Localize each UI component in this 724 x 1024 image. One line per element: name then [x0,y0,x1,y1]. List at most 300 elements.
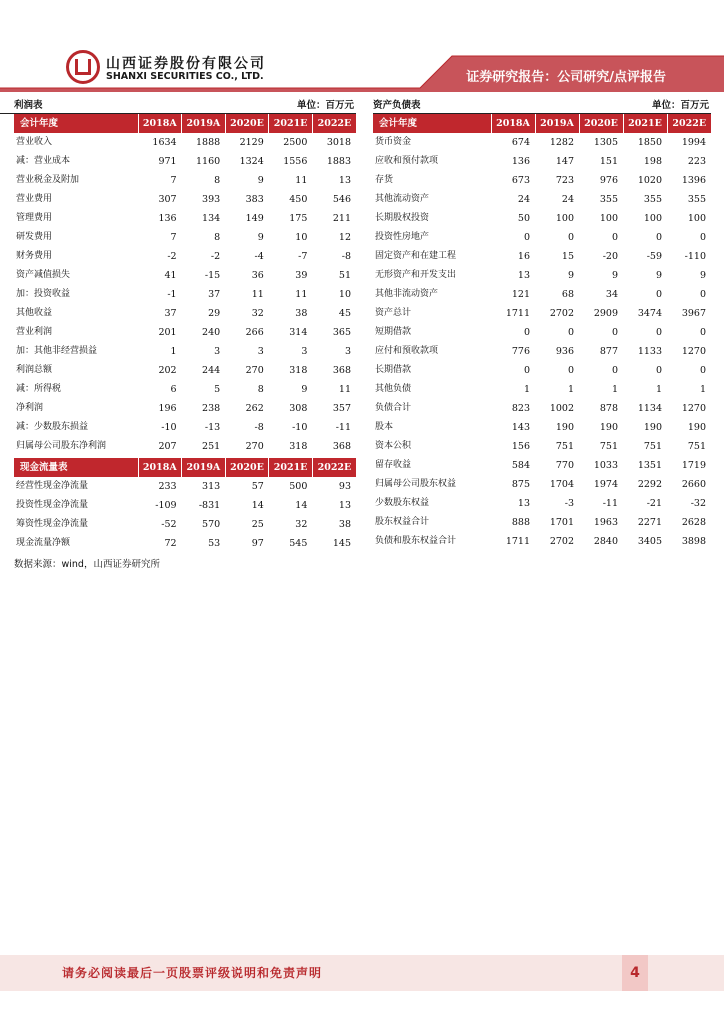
cashflow-table-body [14,477,356,553]
cell-value: 175 [289,213,308,224]
cell-value: 1 [699,384,706,395]
balance-row [373,380,711,399]
cell-value: -32 [690,498,706,509]
cell-value: 145 [332,538,351,549]
cell-value: 93 [338,481,351,492]
cell-value: -13 [204,422,221,433]
row-label: 短期借款 [375,327,412,337]
year-header: 2022E [312,114,356,133]
cell-value: 2702 [549,308,574,319]
cell-value: 51 [338,270,351,281]
cell-value: 3 [301,346,308,357]
cell-value: 11 [295,289,308,300]
cell-value: 270 [245,365,264,376]
cell-value: 450 [289,194,308,205]
cell-value: 244 [202,365,221,376]
year-header: 2021E [623,114,667,133]
year-header: 2021E [269,457,313,477]
report-type-tag: 证券研究报告：公司研究/点评报告 [466,70,666,85]
year-header: 2020E [225,114,269,133]
year-header: 2018A [491,114,535,133]
balance-row [373,247,711,266]
balance-row [373,304,711,323]
income-row [14,266,356,285]
cell-value: 1 [170,346,177,357]
balance-row [373,228,711,247]
cell-value: 2271 [637,517,662,528]
income-row [14,247,356,266]
row-label: 应付和预收款项 [375,346,439,356]
cell-value: 38 [338,519,351,530]
cell-value: 1 [611,384,618,395]
cell-value: 45 [338,308,351,319]
income-statement-panel [14,97,356,553]
cell-value: 53 [208,538,221,549]
income-caption-bar [0,97,356,114]
cell-value: 97 [251,538,264,549]
cell-value: 1 [567,384,574,395]
cell-value: 100 [599,213,618,224]
row-label: 减：少数股东损益 [16,422,89,432]
balance-row [373,456,711,475]
balance-table [373,114,711,551]
page-number: 4 [622,955,648,991]
cell-value: 1160 [196,156,221,167]
income-row [14,418,356,437]
year-header: 2019A [535,114,579,133]
income-unit: 单位：百万元 [296,100,354,111]
cell-value: 1974 [593,479,618,490]
cell-value: 2660 [681,479,706,490]
cell-value: 270 [245,441,264,452]
cell-value: 0 [655,327,662,338]
cell-value: 2500 [283,137,308,148]
cell-value: 14 [251,500,264,511]
cell-value: 201 [158,327,177,338]
row-label: 其他收益 [16,308,53,318]
cell-value: 25 [251,519,264,530]
balance-caption: 资产负债表 [373,100,421,111]
cell-value: 1282 [549,137,574,148]
cell-value: 1634 [152,137,177,148]
cell-value: 357 [332,403,351,414]
cell-value: 100 [643,213,662,224]
row-label: 归属母公司股东权益 [375,479,457,489]
cell-value: 207 [158,441,177,452]
cell-value: 266 [245,327,264,338]
cell-value: 9 [257,232,264,243]
cell-value: 156 [511,441,530,452]
cell-value: 11 [295,175,308,186]
cell-value: 3474 [637,308,662,319]
income-header-label: 会计年度 [14,114,138,133]
cell-value: 0 [523,365,530,376]
cell-value: 307 [158,194,177,205]
cell-value: 368 [332,365,351,376]
cell-value: 3 [214,346,221,357]
balance-row [373,532,711,551]
cell-value: -21 [646,498,662,509]
company-name-cn: 山西证券股份有限公司 [106,56,266,72]
cell-value: 0 [699,232,706,243]
cell-value: 190 [555,422,574,433]
cell-value: 5 [214,384,221,395]
cashflow-header-label: 现金流量表 [14,457,138,477]
cell-value: 365 [332,327,351,338]
cell-value: 318 [289,365,308,376]
row-label: 加：其他非经营损益 [16,346,98,356]
cell-value: 190 [687,422,706,433]
cell-value: -11 [335,422,351,433]
cell-value: 24 [561,194,574,205]
row-label: 研发费用 [16,232,53,242]
cell-value: 100 [555,213,574,224]
cell-value: 7 [170,175,177,186]
cell-value: 1 [655,384,662,395]
row-label: 归属母公司股东净利润 [16,441,107,451]
cell-value: 0 [611,232,618,243]
balance-row [373,285,711,304]
row-label: 筹资性现金净流量 [16,519,89,529]
cell-value: 1270 [681,403,706,414]
cell-value: -8 [254,422,264,433]
footer-disclaimer: 请务必阅读最后一页股票评级说明和免责声明 [62,966,323,980]
balance-row [373,209,711,228]
cell-value: -831 [198,500,221,511]
cell-value: 68 [561,289,574,300]
balance-sheet-panel [373,97,711,551]
cell-value: 1701 [549,517,574,528]
cell-value: 37 [208,289,221,300]
cell-value: 1020 [637,175,662,186]
cell-value: -3 [564,498,574,509]
cell-value: -2 [167,251,177,262]
cell-value: 57 [251,481,264,492]
cell-value: 11 [251,289,264,300]
cell-value: 355 [687,194,706,205]
cell-value: 24 [517,194,530,205]
cell-value: 6 [170,384,177,395]
income-row [14,380,356,399]
cell-value: 151 [599,156,618,167]
row-label: 资产总计 [375,308,412,318]
cell-value: 38 [295,308,308,319]
cell-value: 9 [257,175,264,186]
cell-value: 190 [643,422,662,433]
cell-value: 136 [158,213,177,224]
cell-value: 971 [158,156,177,167]
year-header: 2022E [667,114,711,133]
cell-value: 0 [699,365,706,376]
cell-value: 1888 [196,137,221,148]
cashflow-row [14,477,356,496]
cell-value: 13 [517,270,530,281]
cell-value: 134 [202,213,221,224]
cell-value: 0 [611,365,618,376]
row-label: 营业利润 [16,327,53,337]
row-label: 无形资产和开发支出 [375,270,457,280]
row-label: 现金流量净额 [16,538,71,548]
cell-value: 0 [699,289,706,300]
cell-value: 751 [555,441,574,452]
cell-value: 1883 [326,156,351,167]
income-table [14,114,356,553]
cell-value: 196 [158,403,177,414]
row-label: 营业费用 [16,194,53,204]
cell-value: 318 [289,441,308,452]
income-row [14,171,356,190]
income-row [14,361,356,380]
balance-row [373,418,711,437]
cell-value: 500 [289,481,308,492]
balance-row [373,171,711,190]
cell-value: 1270 [681,346,706,357]
cell-value: 9 [301,384,308,395]
cell-value: 1994 [681,137,706,148]
income-caption: 利润表 [14,100,43,111]
year-header: 2020E [579,114,623,133]
row-label: 其他非流动资产 [375,289,439,299]
income-row [14,152,356,171]
cell-value: 1850 [637,137,662,148]
row-label: 固定资产和在建工程 [375,251,457,261]
cell-value: 1324 [239,156,264,167]
cell-value: 34 [605,289,618,300]
cell-value: 0 [611,327,618,338]
cell-value: 32 [251,308,264,319]
cell-value: 10 [338,289,351,300]
balance-row [373,399,711,418]
cell-value: 1033 [593,460,618,471]
cell-value: 308 [289,403,308,414]
cell-value: 211 [332,213,351,224]
page-header [0,0,724,92]
cell-value: 3018 [326,137,351,148]
cell-value: 776 [511,346,530,357]
row-label: 资本公积 [375,441,412,451]
cell-value: 888 [511,517,530,528]
row-label: 存货 [375,175,394,185]
company-name-en: SHANXI SECURITIES CO., LTD. [106,71,264,82]
cell-value: 2702 [549,536,574,547]
cell-value: 751 [599,441,618,452]
cell-value: 8 [257,384,264,395]
cell-value: 1134 [637,403,662,414]
balance-caption-bar [373,97,711,114]
row-label: 财务费用 [16,251,53,261]
row-label: 应收和预付款项 [375,156,439,166]
cell-value: 3 [257,346,264,357]
cashflow-row [14,534,356,553]
cell-value: 1 [523,384,530,395]
cell-value: 41 [164,270,177,281]
cell-value: 393 [202,194,221,205]
row-label: 股东权益合计 [375,517,430,527]
row-label: 负债和股东权益合计 [375,536,457,546]
balance-row [373,266,711,285]
company-logo-icon [66,50,100,84]
cell-value: -7 [298,251,308,262]
cell-value: 1002 [549,403,574,414]
cell-value: 2292 [637,479,662,490]
cell-value: 223 [687,156,706,167]
cell-value: 545 [289,538,308,549]
cell-value: 1963 [593,517,618,528]
cell-value: 3967 [681,308,706,319]
balance-table-body [373,133,711,551]
cell-value: 368 [332,441,351,452]
cell-value: 0 [523,232,530,243]
cell-value: 37 [164,308,177,319]
cell-value: 39 [295,270,308,281]
cell-value: 751 [643,441,662,452]
cell-value: 2628 [681,517,706,528]
row-label: 营业税金及附加 [16,175,80,185]
year-header: 2018A [138,114,182,133]
cell-value: 1351 [637,460,662,471]
cell-value: 1396 [681,175,706,186]
year-header: 2019A [182,457,226,477]
balance-row [373,475,711,494]
cell-value: 1556 [283,156,308,167]
cell-value: 32 [295,519,308,530]
row-label: 其他负债 [375,384,412,394]
cell-value: -59 [646,251,662,262]
cell-value: 0 [567,327,574,338]
cell-value: 2840 [593,536,618,547]
cell-value: 29 [208,308,221,319]
row-label: 投资性现金净流量 [16,500,89,510]
cell-value: 240 [202,327,221,338]
income-row [14,285,356,304]
income-row [14,190,356,209]
cell-value: 13 [338,500,351,511]
cell-value: 976 [599,175,618,186]
balance-row [373,190,711,209]
cashflow-header-row [14,457,356,477]
income-row [14,323,356,342]
cell-value: 72 [164,538,177,549]
cell-value: 3405 [637,536,662,547]
row-label: 经营性现金净流量 [16,481,89,491]
cell-value: 875 [511,479,530,490]
balance-row [373,133,711,152]
cell-value: 314 [289,327,308,338]
row-label: 营业收入 [16,137,53,147]
cell-value: 7 [170,232,177,243]
cell-value: 2909 [593,308,618,319]
year-header: 2018A [138,457,182,477]
cell-value: -20 [602,251,618,262]
year-header: 2019A [182,114,226,133]
balance-row [373,323,711,342]
row-label: 长期股权投资 [375,213,430,223]
cell-value: 584 [511,460,530,471]
cell-value: 15 [561,251,574,262]
row-label: 利润总额 [16,365,53,375]
row-label: 负债合计 [375,403,412,413]
cell-value: -10 [161,422,177,433]
income-row [14,342,356,361]
cell-value: 770 [555,460,574,471]
cell-value: 2129 [239,137,264,148]
year-header: 2021E [269,114,313,133]
row-label: 留存收益 [375,460,412,470]
cell-value: 50 [517,213,530,224]
cell-value: 570 [202,519,221,530]
row-label: 其他流动资产 [375,194,430,204]
cell-value: 9 [699,270,706,281]
cell-value: -11 [602,498,618,509]
cell-value: 878 [599,403,618,414]
cell-value: 12 [338,232,351,243]
cashflow-row [14,515,356,534]
income-row [14,209,356,228]
cell-value: -1 [167,289,177,300]
cell-value: 355 [599,194,618,205]
cell-value: 11 [338,384,351,395]
row-label: 长期借款 [375,365,412,375]
cell-value: 0 [655,365,662,376]
cell-value: 673 [511,175,530,186]
year-header: 2020E [225,457,269,477]
cell-value: 877 [599,346,618,357]
cell-value: 823 [511,403,530,414]
cell-value: 0 [699,327,706,338]
cell-value: 1305 [593,137,618,148]
cell-value: 136 [511,156,530,167]
row-label: 股本 [375,422,394,432]
cell-value: 383 [245,194,264,205]
cell-value: 1704 [549,479,574,490]
balance-row [373,152,711,171]
cell-value: 1711 [505,536,530,547]
row-label: 减：营业成本 [16,156,71,166]
cell-value: -15 [204,270,221,281]
cell-value: 546 [332,194,351,205]
row-label: 少数股东权益 [375,498,430,508]
income-row [14,399,356,418]
data-source-note: 数据来源：wind，山西证券研究所 [14,559,160,570]
cell-value: 36 [251,270,264,281]
cell-value: -2 [210,251,221,262]
row-label: 加：投资收益 [16,289,71,299]
cell-value: 143 [511,422,530,433]
cell-value: 10 [295,232,308,243]
cell-value: 313 [202,481,221,492]
row-label: 投资性房地产 [375,232,430,242]
balance-unit: 单位：百万元 [651,100,709,111]
cell-value: -8 [341,251,351,262]
cell-value: 723 [555,175,574,186]
cell-value: 13 [338,175,351,186]
row-label: 减：所得税 [16,384,62,394]
cell-value: 1711 [505,308,530,319]
balance-row [373,361,711,380]
balance-row [373,437,711,456]
cell-value: 14 [295,500,308,511]
cell-value: 0 [655,232,662,243]
cell-value: 16 [517,251,530,262]
cell-value: 147 [555,156,574,167]
row-label: 资产减值损失 [16,270,71,280]
cell-value: 149 [245,213,264,224]
income-row [14,133,356,152]
income-row [14,437,356,457]
income-header-row [14,114,356,133]
cell-value: 9 [655,270,662,281]
cell-value: 1719 [681,460,706,471]
